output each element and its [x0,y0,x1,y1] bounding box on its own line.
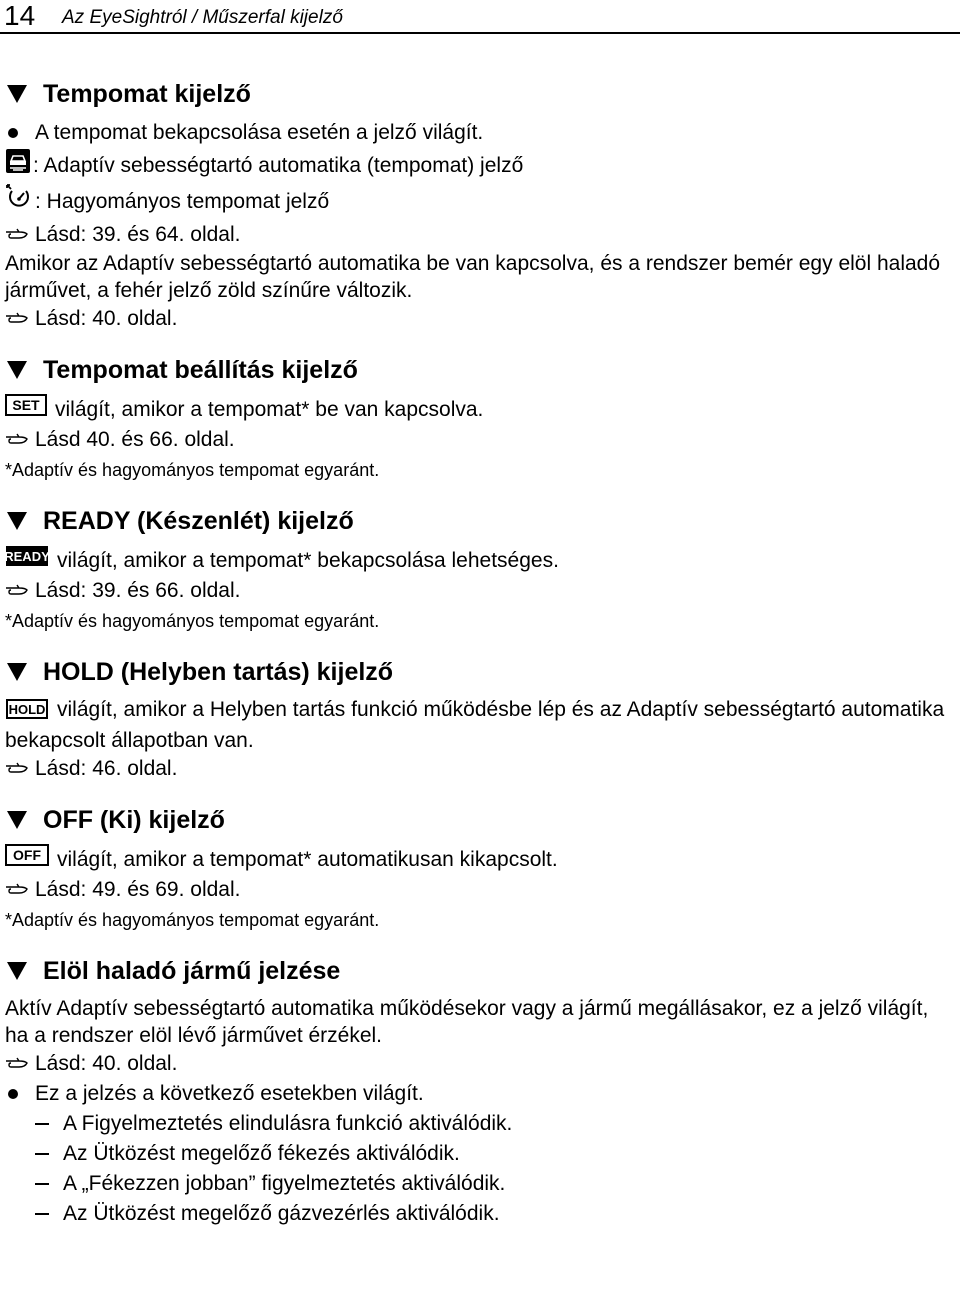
off-indicator-icon [5,844,49,875]
page-number: 14 [4,0,36,31]
triangle-down-icon [7,361,27,379]
section-title-set: Tempomat beállítás kijelző [5,354,957,386]
page-reference: Lásd: 39. és 64. oldal. [5,220,957,250]
page-reference: Lásd: 49. és 69. oldal. [5,875,957,905]
pointing-hand-icon [5,304,29,334]
dash-icon [35,1213,49,1215]
set-indicator-line: SET világít, amikor a tempomat* be van kapcsolva. [5,394,957,425]
svg-text:READY: READY [5,549,49,564]
pointing-hand-icon [5,425,29,455]
page-reference: Lásd: 40. oldal. [5,1049,957,1079]
dash-icon [35,1123,49,1125]
pointing-hand-icon [5,754,29,784]
svg-text:OFF: OFF [13,847,41,863]
dash-icon [35,1153,49,1155]
page-header [0,0,960,34]
section-title-hold: HOLD (Helyben tartás) kijelző [5,656,957,688]
page-reference: Lásd: 40. oldal. [5,304,957,334]
bullet-item: A tempomat bekapcsolása esetén a jelző világít. [5,118,957,148]
svg-text:SET: SET [12,397,40,413]
paragraph: Amikor az Adaptív sebességtartó automatika be van kapcsolva, és a rendszer bemér egy elöl haladó járművet, a fehér jelző zöld színűre változik. [5,252,941,302]
off-indicator-line: OFF világít, amikor a tempomat* automatikusan kikapcsolt. [5,844,957,875]
footnote: *Adaptív és hagyományos tempomat egyaránt. [5,611,380,631]
page-content [5,78,957,1229]
acc-indicator-line: : Adaptív sebességtartó automatika (tempomat) jelző [5,148,957,183]
list-item: Az Ütközést megelőző gázvezérlés aktiválódik. [5,1199,957,1229]
hold-indicator-icon [5,698,49,727]
set-indicator-icon [5,394,47,425]
triangle-down-icon [7,85,27,103]
section-title-ready: READY (Készenlét) kijelző [5,505,957,537]
triangle-down-icon [7,663,27,681]
running-title: Az EyeSightról / Műszerfal kijelző [62,7,343,28]
section-title-lead-vehicle: Elöl haladó jármű jelzése [5,955,957,987]
svg-text:HOLD: HOLD [8,702,46,717]
conventional-cruise-icon [5,183,33,220]
pointing-hand-icon [5,1049,29,1079]
conventional-cruise-line: : Hagyományos tempomat jelző [5,183,957,220]
bullet-item: Ez a jelzés a következő esetekben világít. [5,1079,957,1109]
list-item: A „Fékezzen jobban” figyelmeztetés aktiválódik. [5,1169,957,1199]
header-rule [0,32,960,34]
page-reference: Lásd 40. és 66. oldal. [5,425,957,455]
footnote: *Adaptív és hagyományos tempomat egyaránt. [5,460,380,480]
triangle-down-icon [7,811,27,829]
page-reference: Lásd: 46. oldal. [5,754,957,784]
bullet-dot-icon [8,1089,18,1099]
pointing-hand-icon [5,875,29,905]
hold-indicator-para: HOLD világít, amikor a Helyben tartás funkció működésbe lép és az Adaptív sebességtartó automatika bekapcsolt állapotban van. [5,698,945,752]
bullet-dot-icon [8,128,18,138]
page-reference: Lásd: 39. és 66. oldal. [5,576,957,606]
triangle-down-icon [7,512,27,530]
paragraph: Aktív Adaptív sebességtartó automatika működésekor vagy a jármű megállásakor, ez a jelző világít, ha a rendszer elöl lévő járművet érzékel. [5,997,929,1047]
pointing-hand-icon [5,576,29,606]
list-item: A Figyelmeztetés elindulásra funkció aktiválódik. [5,1109,957,1139]
ready-indicator-line: READY világít, amikor a tempomat* bekapcsolása lehetséges. [5,545,957,576]
list-item: Az Ütközést megelőző fékezés aktiválódik. [5,1139,957,1169]
section-title-off: OFF (Ki) kijelző [5,804,957,836]
pointing-hand-icon [5,220,29,250]
dash-icon [35,1183,49,1185]
ready-indicator-icon [5,545,49,576]
footnote: *Adaptív és hagyományos tempomat egyaránt. [5,910,380,930]
adaptive-cruise-icon [5,148,31,183]
triangle-down-icon [7,962,27,980]
section-title-tempomat: Tempomat kijelző [5,78,957,110]
